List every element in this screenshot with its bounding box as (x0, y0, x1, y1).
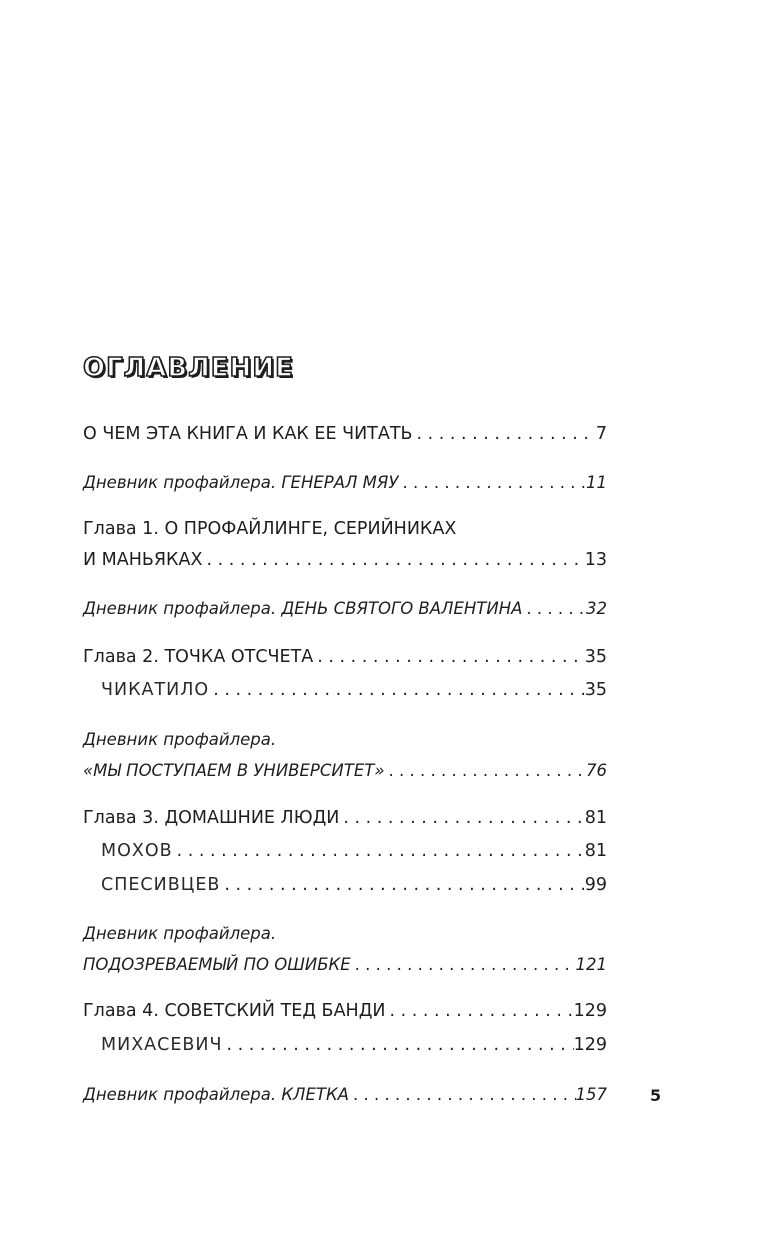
dot-leader (202, 548, 584, 572)
dot-leader (351, 953, 576, 977)
toc-section-entry (101, 839, 607, 863)
toc-entry (83, 953, 607, 977)
toc-entry (83, 999, 607, 1023)
toc-entry (83, 548, 607, 572)
toc-entry-title: О ЧЕМ ЭТА КНИГА И КАК ЕЕ ЧИТАТЬ (83, 424, 413, 444)
toc-entry (83, 922, 607, 946)
toc-entry-page: 32 (586, 599, 607, 618)
toc-entry (83, 759, 607, 783)
dot-leader (173, 839, 585, 863)
toc-entry (83, 471, 607, 495)
dot-leader (385, 759, 586, 783)
toc-entry-title: Дневник профайлера. КЛЕТКА (83, 1085, 349, 1104)
toc-entry (83, 728, 607, 752)
toc-entry-page: 157 (575, 1085, 607, 1104)
dot-leader (413, 422, 596, 446)
toc-entry (83, 1083, 607, 1107)
toc-entry (83, 597, 607, 621)
toc-entry-title-line2: И МАНЬЯКАХ (83, 550, 203, 570)
dot-leader (522, 597, 586, 621)
toc-entry-title-line1: Глава 1. О ПРОФАЙЛИНГЕ, СЕРИЙНИКАХ (83, 519, 457, 539)
toc-entry-title: ЧИКАТИЛО (101, 680, 210, 700)
toc-entry-page: 129 (573, 1001, 607, 1021)
toc-entry-title-line1: Дневник профайлера. (83, 924, 277, 943)
toc-entry-page: 7 (595, 424, 607, 444)
dot-leader (398, 471, 586, 495)
toc-entry-title: Глава 2. ТОЧКА ОТСЧЕТА (83, 647, 314, 667)
toc-entry (83, 517, 607, 541)
toc-entry (83, 422, 607, 446)
toc-entry-page: 35 (584, 647, 607, 667)
toc-entry-title: МИХАСЕВИЧ (101, 1035, 223, 1055)
dot-leader (339, 806, 584, 830)
toc-entry-page: 121 (575, 955, 607, 974)
dot-leader (313, 645, 584, 669)
toc-section-entry (101, 1033, 607, 1057)
toc-entry-page: 35 (584, 680, 607, 700)
toc-entry-page: 76 (586, 761, 607, 780)
toc-section-entry (101, 873, 607, 897)
toc-entry (83, 806, 607, 830)
toc-entry-title: МОХОВ (101, 841, 173, 861)
page-number: 5 (650, 1086, 662, 1105)
toc-entry-title: Глава 4. СОВЕТСКИЙ ТЕД БАНДИ (83, 1001, 386, 1021)
toc-entry-title: Дневник профайлера. ДЕНЬ СВЯТОГО ВАЛЕНТИНА (83, 599, 523, 618)
dot-leader (223, 1033, 574, 1057)
dot-leader (349, 1083, 576, 1107)
toc-entry-page: 13 (584, 550, 607, 570)
toc-entry-title: СПЕСИВЦЕВ (101, 875, 221, 895)
toc-entry (83, 645, 607, 669)
toc-entry-page: 11 (586, 473, 607, 492)
toc-entry-page: 81 (584, 841, 607, 861)
page-title: ОГЛАВЛЕНИЕ (83, 353, 294, 383)
toc-entry-title-line2: ПОДОЗРЕВАЕМЫЙ ПО ОШИБКЕ (83, 955, 351, 974)
toc-entry-page: 129 (573, 1035, 607, 1055)
toc-entry-title-line2: «МЫ ПОСТУПАЕМ В УНИВЕРСИТЕТ» (83, 761, 385, 780)
toc-entry-title-line1: Дневник профайлера. (83, 730, 277, 749)
toc-entry-title: Глава 3. ДОМАШНИЕ ЛЮДИ (83, 808, 340, 828)
dot-leader (385, 999, 573, 1023)
toc-entry-title: Дневник профайлера. ГЕНЕРАЛ МЯУ (83, 473, 399, 492)
dot-leader (209, 678, 585, 702)
toc-entry-page: 81 (584, 808, 607, 828)
dot-leader (220, 873, 584, 897)
toc-entry-page: 99 (584, 875, 607, 895)
toc-section-entry (101, 678, 607, 702)
